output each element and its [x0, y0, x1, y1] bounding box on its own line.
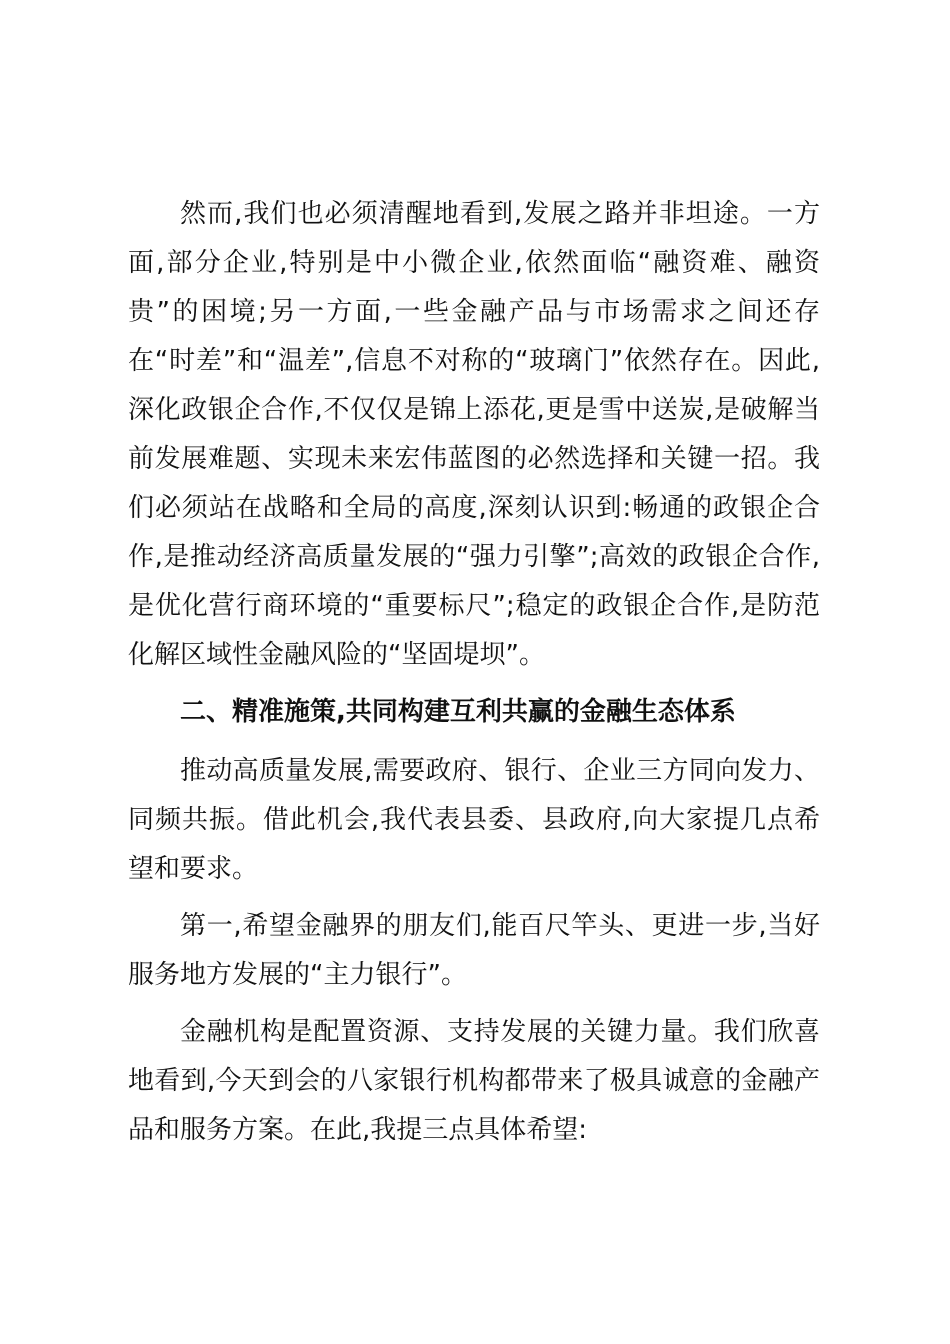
paragraph-financial-institutions: 金融机构是配置资源、支持发展的关键力量。我们欣喜地看到,今天到会的八家银行机构都带来了极具诚意的金融产品和服务方案。在此,我提三点具体希望:	[128, 1017, 820, 1145]
paragraph-first-point: 第一,希望金融界的朋友们,能百尺竿头、更进一步,当好服务地方发展的“主力银行”。	[128, 911, 820, 990]
document-body	[128, 190, 820, 1163]
paragraph-intro: 推动高质量发展,需要政府、银行、企业三方同向发力、同频共振。借此机会,我代表县委、县政府,向大家提几点希望和要求。	[128, 756, 820, 884]
section-heading: 二、精准施策,共同构建互利共赢的金融生态体系	[180, 697, 736, 727]
paragraph-challenges: 然而,我们也必须清醒地看到,发展之路并非坦途。一方面,部分企业,特别是中小微企业,依然面临“融资难、融资贵”的困境;另一方面,一些金融产品与市场需求之间还存在“时差”和“温差”,信息不对称的“玻璃门”依然存在。因此,深化政银企合作,不仅仅是锦上添花,更是雪中送炭,是破解当前发展难题、实现未来宏伟蓝图的必然选择和关键一招。我们必须站在战略和全局的高度,深刻认识到:畅通的政银企合作,是推动经济高质量发展的“强力引擎”;高效的政银企合作,是优化营行商环境的“重要标尺”;稳定的政银企合作,是防范化解区域性金融风险的“坚固堤坝”。	[128, 199, 820, 670]
